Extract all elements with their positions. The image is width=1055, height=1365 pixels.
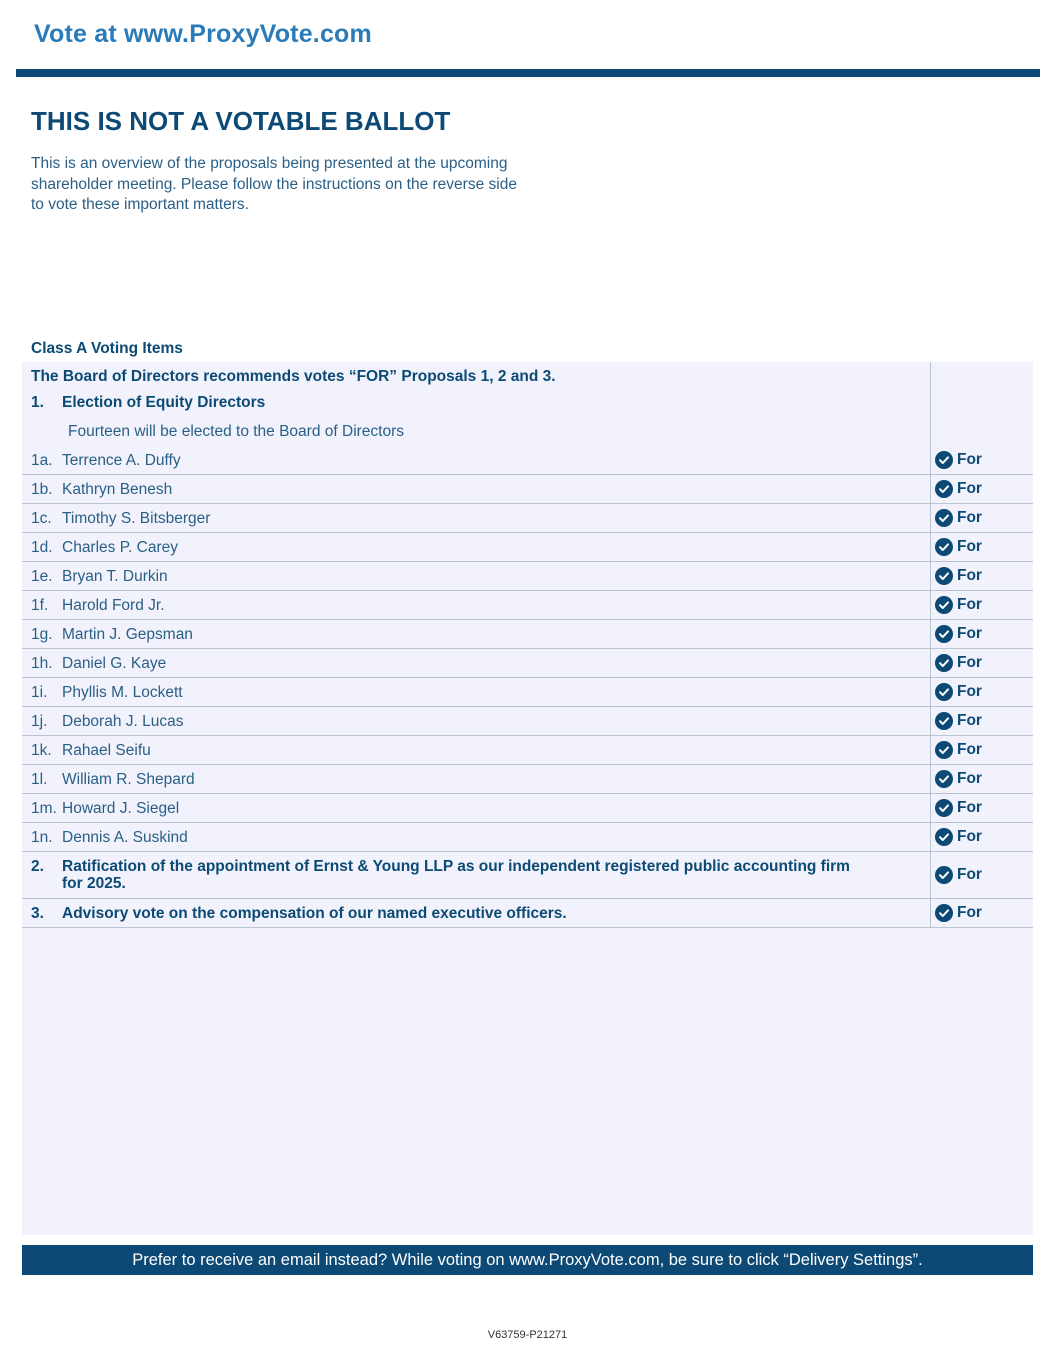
proposal-title-line-2: for 2025. [62, 875, 126, 892]
director-number: 1n. [31, 829, 53, 846]
director-name: Dennis A. Suskind [62, 829, 188, 846]
director-name: Terrence A. Duffy [62, 452, 181, 469]
director-row [22, 678, 1033, 707]
check-circle-icon [935, 904, 953, 922]
email-delivery-notice: Prefer to receive an email instead? While voting on www.ProxyVote.com, be sure to click “Delivery Settings”. [22, 1245, 1033, 1275]
director-row [22, 475, 1033, 504]
vote-label: For [957, 567, 982, 584]
director-number: 1d. [31, 539, 53, 556]
director-number: 1f. [31, 597, 49, 614]
director-number: 1a. [31, 452, 53, 469]
proposal-number: 1. [31, 394, 44, 411]
director-row [22, 591, 1033, 620]
vote-label: For [957, 509, 982, 526]
check-circle-icon [935, 770, 953, 788]
check-circle-icon [935, 451, 953, 469]
vote-label: For [957, 451, 982, 468]
director-name: Deborah J. Lucas [62, 713, 184, 730]
vote-label: For [957, 866, 982, 883]
check-circle-icon [935, 828, 953, 846]
director-row [22, 620, 1033, 649]
director-name: Timothy S. Bitsberger [62, 510, 211, 527]
director-row [22, 562, 1033, 591]
vote-recommendation [935, 538, 982, 556]
vote-recommendation [935, 866, 982, 884]
vote-recommendation [935, 654, 982, 672]
check-circle-icon [935, 712, 953, 730]
director-row [22, 736, 1033, 765]
proxyvote-link[interactable]: Vote at www.ProxyVote.com [34, 20, 372, 48]
check-circle-icon [935, 799, 953, 817]
director-number: 1k. [31, 742, 52, 759]
check-circle-icon [935, 596, 953, 614]
vote-label: For [957, 683, 982, 700]
vote-label: For [957, 538, 982, 555]
vote-label: For [957, 625, 982, 642]
director-number: 1h. [31, 655, 53, 672]
vote-label: For [957, 741, 982, 758]
director-name: Howard J. Siegel [62, 800, 180, 817]
vote-recommendation [935, 799, 982, 817]
director-name: Phyllis M. Lockett [62, 684, 183, 701]
proposal-number: 2. [31, 858, 44, 875]
director-number: 1m. [31, 800, 57, 817]
board-recommendation: The Board of Directors recommends votes “FOR” Proposals 1, 2 and 3. [31, 368, 556, 385]
class-a-label: Class A Voting Items [31, 340, 183, 357]
vote-recommendation [935, 567, 982, 585]
director-number: 1e. [31, 568, 53, 585]
director-name: Kathryn Benesh [62, 481, 173, 498]
vote-recommendation [935, 770, 982, 788]
page-title: THIS IS NOT A VOTABLE BALLOT [31, 106, 451, 136]
director-number: 1c. [31, 510, 52, 527]
check-circle-icon [935, 625, 953, 643]
vote-label: For [957, 712, 982, 729]
vote-label: For [957, 799, 982, 816]
vote-recommendation [935, 451, 982, 469]
check-circle-icon [935, 683, 953, 701]
proposal-3-row [22, 899, 1033, 928]
proposal-title: Advisory vote on the compensation of our named executive officers. [62, 905, 567, 922]
director-name: Harold Ford Jr. [62, 597, 165, 614]
intro-text: This is an overview of the proposals being presented at the upcoming shareholder meeting. Please follow the instructions on the reverse side to vote these important matters. [31, 155, 517, 213]
check-circle-icon [935, 480, 953, 498]
director-number: 1b. [31, 481, 53, 498]
director-row [22, 765, 1033, 794]
proposal-2-row [22, 852, 1033, 899]
director-number: 1l. [31, 771, 48, 788]
vote-recommendation [935, 683, 982, 701]
vote-recommendation [935, 625, 982, 643]
director-row [22, 707, 1033, 736]
proposal-title [62, 858, 850, 892]
check-circle-icon [935, 741, 953, 759]
director-row [22, 504, 1033, 533]
proposal-title-line-1: Ratification of the appointment of Ernst & Young LLP as our independent registered public accounting firm [62, 858, 850, 875]
director-name: Rahael Seifu [62, 742, 151, 759]
vote-label: For [957, 480, 982, 497]
director-name: Daniel G. Kaye [62, 655, 167, 672]
proposal-1-subtitle-row [22, 417, 1033, 446]
director-number: 1g. [31, 626, 53, 643]
vote-recommendation [935, 509, 982, 527]
director-name: Bryan T. Durkin [62, 568, 168, 585]
director-row [22, 794, 1033, 823]
director-row [22, 446, 1033, 475]
director-name: William R. Shepard [62, 771, 195, 788]
check-circle-icon [935, 654, 953, 672]
vote-recommendation [935, 596, 982, 614]
vote-recommendation [935, 712, 982, 730]
vote-recommendation [935, 480, 982, 498]
director-row [22, 823, 1033, 852]
proposal-title: Election of Equity Directors [62, 394, 266, 411]
vote-label: For [957, 596, 982, 613]
vote-recommendation [935, 741, 982, 759]
proposal-subtitle: Fourteen will be elected to the Board of Directors [68, 423, 405, 440]
check-circle-icon [935, 509, 953, 527]
vote-label: For [957, 828, 982, 845]
vote-recommendation [935, 904, 982, 922]
header-rule [16, 69, 1040, 77]
director-name: Martin J. Gepsman [62, 626, 193, 643]
vote-label: For [957, 770, 982, 787]
vote-recommendation [935, 828, 982, 846]
check-circle-icon [935, 538, 953, 556]
check-circle-icon [935, 567, 953, 585]
director-number: 1j. [31, 713, 48, 730]
proposal-number: 3. [31, 905, 44, 922]
director-row [22, 533, 1033, 562]
check-circle-icon [935, 866, 953, 884]
board-recommendation-row [22, 362, 1033, 391]
document-code: V63759-P21271 [487, 1329, 568, 1341]
vote-label: For [957, 904, 982, 921]
proposal-1-row [22, 388, 1033, 417]
vote-label: For [957, 654, 982, 671]
director-number: 1i. [31, 684, 48, 701]
director-row [22, 649, 1033, 678]
director-name: Charles P. Carey [62, 539, 179, 556]
